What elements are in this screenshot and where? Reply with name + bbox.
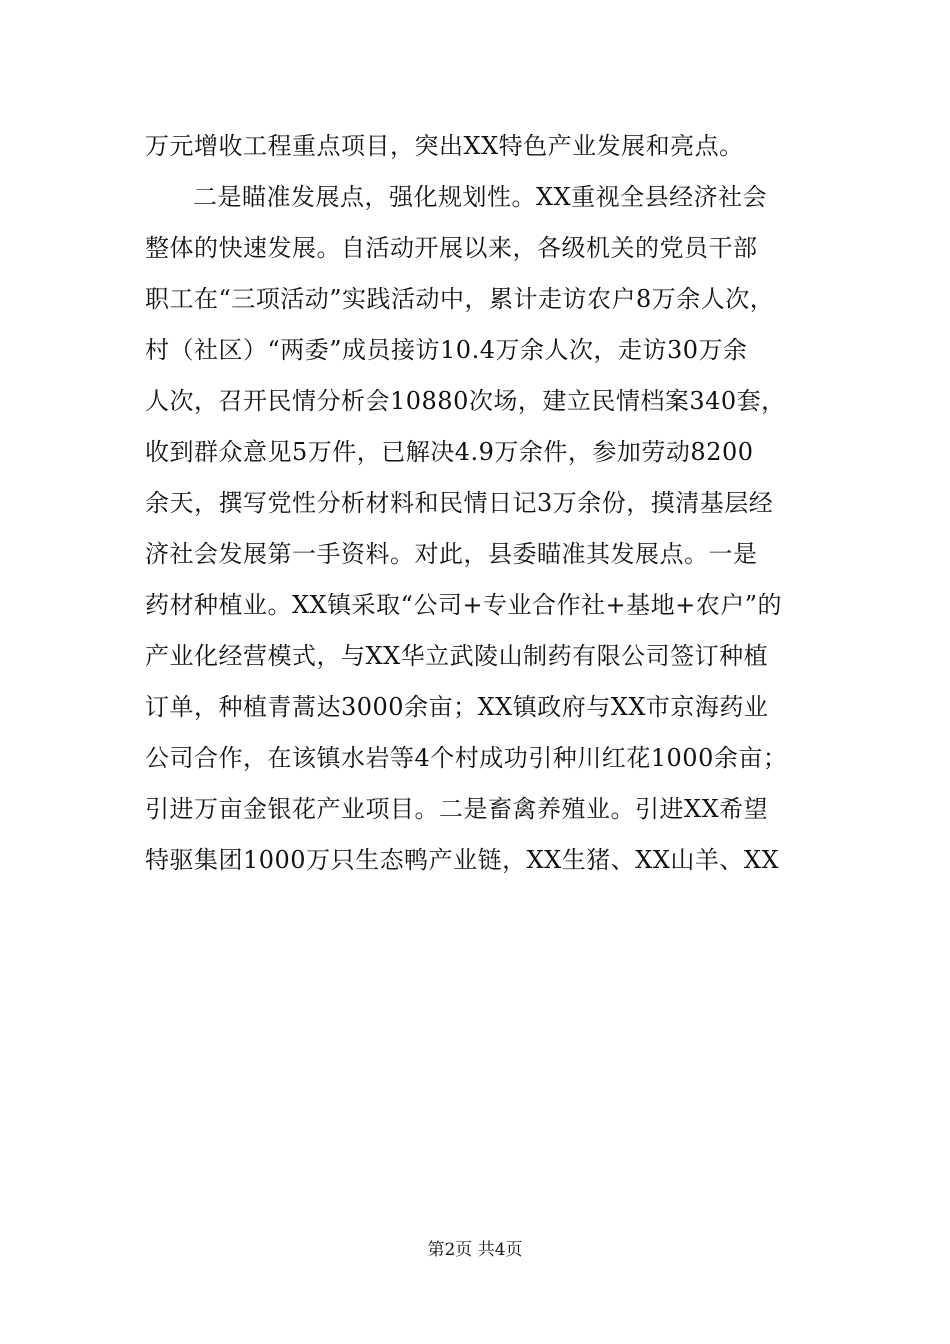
text-line: 整体的快速发展。自活动开展以来，各级机关的党员干部 <box>145 234 758 262</box>
text-line: 公司合作，在该镇水岩等4个村成功引种川红花1000余亩； <box>145 744 788 772</box>
text-line: 村（社区）“两委”成员接访10.4万余人次，走访30万余 <box>145 336 748 364</box>
text-line: 人次，召开民情分析会10880次场，建立民情档案340套， <box>145 387 786 415</box>
text-line: 产业化经营模式，与XX华立武陵山制药有限公司签订种植 <box>145 642 769 670</box>
text-line: 药材种植业。XX镇采取“公司+专业合作社+基地+农户”的 <box>145 591 783 619</box>
text-line: 万元增收工程重点项目，突出XX特色产业发展和亮点。 <box>145 132 744 160</box>
text-line: 职工在“三项活动”实践活动中，累计走访农户8万余人次， <box>145 285 775 313</box>
text-line: 济社会发展第一手资料。对此，县委瞄准其发展点。一是 <box>145 540 758 568</box>
text-line: 余天，撰写党性分析材料和民情日记3万余份，摸清基层经 <box>145 489 774 517</box>
text-line: 特驱集团1000万只生态鸭产业链，XX生猪、XX山羊、XX <box>145 846 780 874</box>
page-footer: 第2页 共4页 <box>427 1240 523 1260</box>
text-line: 引进万亩金银花产业项目。二是畜禽养殖业。引进XX希望 <box>145 795 769 823</box>
text-line: 订单，种植青蒿达3000余亩；XX镇政府与XX市京海药业 <box>145 693 769 721</box>
body-text <box>145 132 825 897</box>
text-line: 二是瞄准发展点，强化规划性。XX重视全县经济社会 <box>193 183 768 211</box>
text-line: 收到群众意见5万件，已解决4.9万余件，参加劳动8200 <box>145 438 754 466</box>
